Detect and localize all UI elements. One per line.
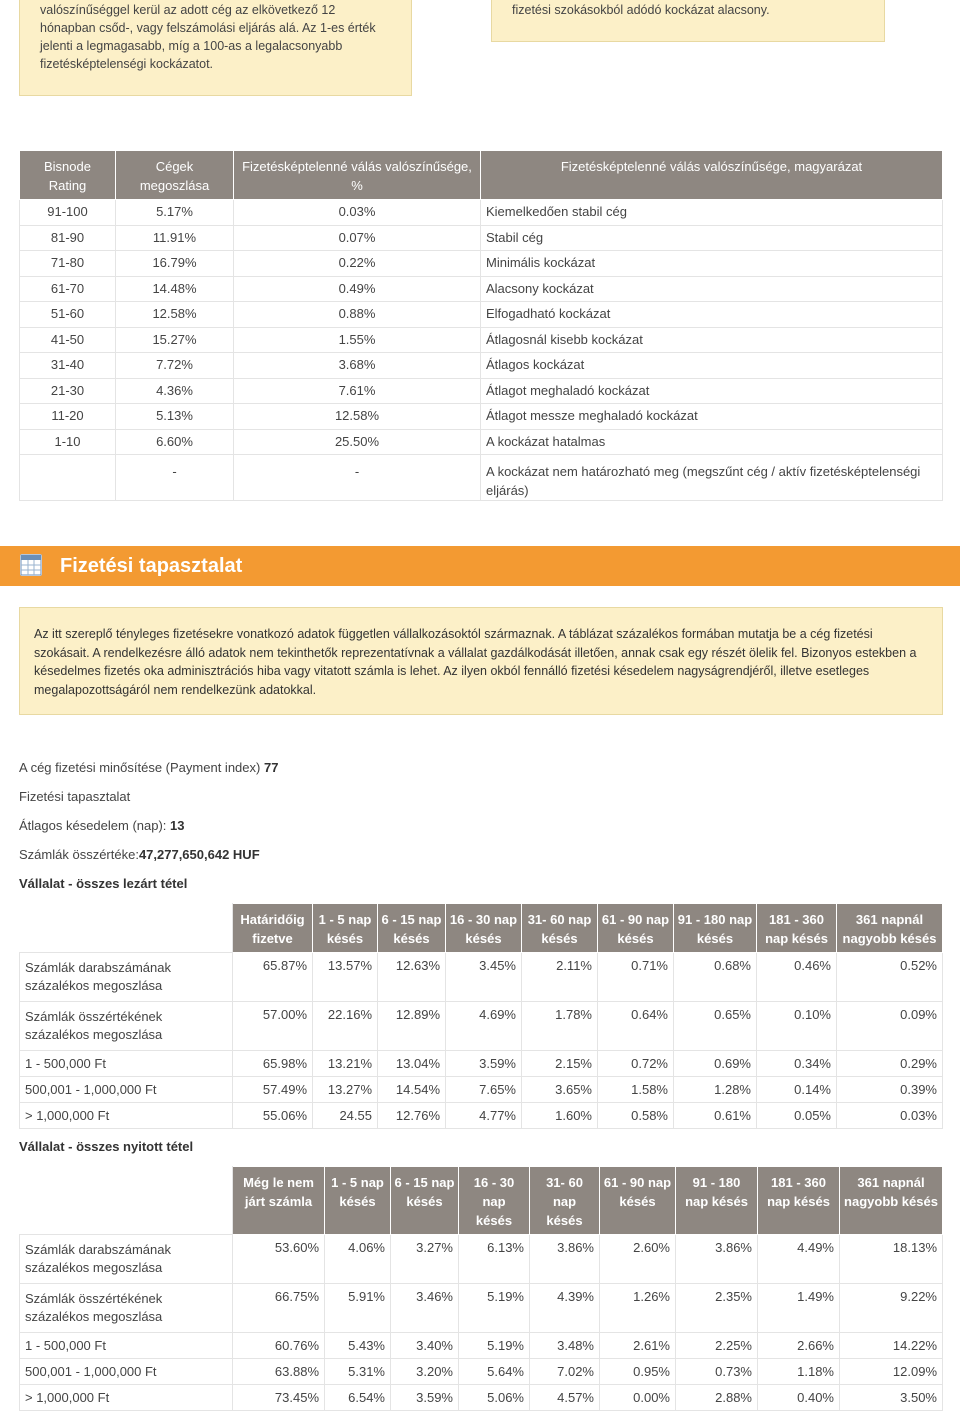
percentage-cell: 13.27% [313, 1077, 378, 1103]
percentage-cell: 1.26% [600, 1284, 676, 1333]
percentage-cell: 0.52% [837, 953, 943, 1002]
rating-range: 71-80 [20, 251, 116, 277]
col-header-delay-bucket [837, 904, 943, 953]
row-label [20, 1077, 233, 1103]
col-header-delay-bucket [233, 1167, 325, 1235]
percentage-cell: 12.89% [378, 1002, 446, 1051]
header-line: késés [546, 1213, 583, 1228]
col-header-delay-bucket [674, 904, 757, 953]
table-row [20, 1359, 943, 1385]
percentage-cell: 3.65% [522, 1077, 598, 1103]
row-label-line: 500,001 - 1,000,000 Ft [25, 1363, 157, 1379]
percentage-cell: 3.86% [676, 1235, 758, 1284]
info-text: Az itt szereplő tényleges fizetésekre vonatkozó adatok független vállalkozásoktól származnak. A táblázat százalékos formában mutatja be a cég fizetési szokásait. A rendelkezésre álló adatok nem tekinthetők reprezentatívnak a vállalat gazdálkodását illetően, annak csak egy részét ölelik fel. Bizonyos estekben a késedelmes fizetés oka adminisztrációs hiba vagy vitatott számla is lehet. Az ilyen okból fennálló fizetési késedelem nagyságrendjéről, illetve esetleges megalapozottságáról nem rendelkezünk adatokkal. [34, 627, 917, 697]
closed-items-title: Vállalat - összes lezárt tétel [19, 876, 188, 891]
payment-risk-note [491, 0, 885, 42]
rating-row [20, 225, 943, 251]
col-header-delay-bucket [598, 904, 674, 953]
percentage-cell: 0.95% [600, 1359, 676, 1385]
col-header-delay-bucket [840, 1167, 943, 1235]
percentage-cell: 57.49% [233, 1077, 313, 1103]
insolvency-probability: 0.03% [234, 200, 481, 226]
header-line: késés [339, 1194, 376, 1209]
percentage-cell: 5.43% [325, 1333, 391, 1359]
row-label-line: Számlák darabszámának [25, 1242, 171, 1257]
header-line: 1 - 5 nap [318, 912, 372, 927]
note-line: valószínűséggel kerül az adott cég az elkövetkező 12 [40, 3, 336, 17]
percentage-cell: 0.68% [674, 953, 757, 1002]
rating-range: 81-90 [20, 225, 116, 251]
note-line: hónapban csőd-, vagy felszámolási eljárás alá. Az 1-es érték [40, 21, 376, 35]
percentage-cell: 5.64% [459, 1359, 530, 1385]
rating-row [20, 251, 943, 277]
payment-index-line [19, 760, 278, 775]
rating-range: 61-70 [20, 276, 116, 302]
row-label [20, 953, 233, 1002]
row-label [20, 1385, 233, 1411]
percentage-cell: 0.05% [757, 1103, 837, 1129]
row-label-line: > 1,000,000 Ft [25, 1389, 110, 1405]
percentage-cell: 65.98% [233, 1051, 313, 1077]
rating-row [20, 429, 943, 455]
percentage-cell: 13.21% [313, 1051, 378, 1077]
percentage-cell: 5.19% [459, 1333, 530, 1359]
header-spacer [20, 1167, 233, 1235]
row-label-line: Számlák darabszámának [25, 960, 171, 975]
insolvency-probability: 0.49% [234, 276, 481, 302]
percentage-cell: 4.77% [446, 1103, 522, 1129]
row-label-line: százalékos megoszlása [25, 1309, 163, 1324]
percentage-cell: 0.46% [757, 953, 837, 1002]
percentage-cell: 4.69% [446, 1002, 522, 1051]
row-label-line: 500,001 - 1,000,000 Ft [25, 1081, 157, 1097]
row-label [20, 1002, 233, 1051]
row-label-line: százalékos megoszlása [25, 978, 163, 993]
percentage-cell: 5.91% [325, 1284, 391, 1333]
col-header-distribution: Cégek megoszlása [116, 151, 234, 200]
percentage-cell: 0.64% [598, 1002, 674, 1051]
risk-explanation: Elfogadható kockázat [481, 302, 943, 328]
header-line: 91 - 180 [692, 1175, 741, 1190]
percentage-cell: 55.06% [233, 1103, 313, 1129]
header-line: 6 - 15 nap [381, 912, 442, 927]
header-line: 181 - 360 [769, 912, 824, 927]
insolvency-probability: 0.88% [234, 302, 481, 328]
rating-range [20, 455, 116, 501]
percentage-cell: 7.65% [446, 1077, 522, 1103]
insolvency-probability: 7.61% [234, 378, 481, 404]
insolvency-probability: 3.68% [234, 353, 481, 379]
row-label-line: Számlák összértékének [25, 1009, 163, 1024]
risk-explanation: A kockázat nem határozható meg (megszűnt cég / aktív fizetésképtelenségi eljárás) [481, 455, 943, 501]
payment-index-value: 77 [263, 760, 279, 775]
insolvency-probability: 1.55% [234, 327, 481, 353]
company-share: 6.60% [116, 429, 234, 455]
percentage-cell: 2.88% [676, 1385, 758, 1411]
rating-row [20, 276, 943, 302]
header-line: 31- 60 nap [527, 912, 592, 927]
header-line: 6 - 15 nap [394, 1175, 455, 1190]
note-line: jelenti a legmagasabb, míg a 100-as a legalacsonyabb [40, 39, 343, 53]
percentage-cell: 2.66% [758, 1333, 840, 1359]
percentage-cell: 0.72% [598, 1051, 674, 1077]
rating-range: 11-20 [20, 404, 116, 430]
risk-explanation: Alacsony kockázat [481, 276, 943, 302]
row-label-line: > 1,000,000 Ft [25, 1107, 110, 1123]
rating-row [20, 378, 943, 404]
percentage-cell: 12.09% [840, 1359, 943, 1385]
risk-explanation: Átlagos kockázat [481, 353, 943, 379]
company-share: - [116, 455, 234, 501]
insolvency-probability: 0.07% [234, 225, 481, 251]
company-share: 15.27% [116, 327, 234, 353]
percentage-cell: 13.04% [378, 1051, 446, 1077]
header-line: késés [619, 1194, 656, 1209]
header-line: késés [406, 1194, 443, 1209]
percentage-cell: 0.40% [758, 1385, 840, 1411]
header-line: 181 - 360 [771, 1175, 826, 1190]
company-share: 14.48% [116, 276, 234, 302]
company-share: 16.79% [116, 251, 234, 277]
percentage-cell: 3.45% [446, 953, 522, 1002]
risk-explanation: Minimális kockázat [481, 251, 943, 277]
percentage-cell: 4.39% [530, 1284, 600, 1333]
row-label [20, 1333, 233, 1359]
open-items-table [19, 1166, 943, 1411]
col-header-delay-bucket [758, 1167, 840, 1235]
closed-table-header [20, 904, 943, 953]
percentage-cell: 0.61% [674, 1103, 757, 1129]
percentage-cell: 3.40% [391, 1333, 459, 1359]
rating-row [20, 404, 943, 430]
row-label-line: százalékos megoszlása [25, 1260, 163, 1275]
percentage-cell: 0.00% [600, 1385, 676, 1411]
header-line: nap késés [685, 1194, 748, 1209]
percentage-cell: 24.55 [313, 1103, 378, 1129]
invoice-total-label: Számlák összértéke: [19, 847, 139, 862]
percentage-cell: 73.45% [233, 1385, 325, 1411]
percentage-cell: 1.49% [758, 1284, 840, 1333]
percentage-cell: 65.87% [233, 953, 313, 1002]
percentage-cell: 3.59% [391, 1385, 459, 1411]
percentage-cell: 0.34% [757, 1051, 837, 1077]
risk-explanation: Kiemelkedően stabil cég [481, 200, 943, 226]
percentage-cell: 14.22% [840, 1333, 943, 1359]
percentage-cell: 14.54% [378, 1077, 446, 1103]
header-line: 91 - 180 nap [677, 912, 753, 927]
insolvency-probability: - [234, 455, 481, 501]
table-row [20, 1103, 943, 1129]
section-header [0, 546, 960, 586]
row-label [20, 1051, 233, 1077]
percentage-cell: 5.31% [325, 1359, 391, 1385]
header-line: 361 napnál [855, 912, 924, 927]
col-header-delay-bucket [522, 904, 598, 953]
header-line: nagyobb késés [842, 931, 937, 946]
col-header-delay-bucket [757, 904, 837, 953]
col-header-delay-bucket [600, 1167, 676, 1235]
header-line: 31- 60 nap [546, 1175, 583, 1209]
header-line: 61 - 90 nap [601, 912, 670, 927]
open-items-title: Vállalat - összes nyitott tétel [19, 1139, 194, 1154]
col-header-delay-bucket [446, 904, 522, 953]
percentage-cell: 0.03% [837, 1103, 943, 1129]
note-line: fizetési szokásokból adódó kockázat alacsony. [512, 3, 770, 17]
rating-row [20, 455, 943, 501]
col-header-delay-bucket [391, 1167, 459, 1235]
open-table-header [20, 1167, 943, 1235]
insolvency-probability: 0.22% [234, 251, 481, 277]
percentage-cell: 3.86% [530, 1235, 600, 1284]
risk-explanation: Átlagot meghaladó kockázat [481, 378, 943, 404]
rating-row [20, 327, 943, 353]
row-label [20, 1284, 233, 1333]
row-label-line: 1 - 500,000 Ft [25, 1055, 106, 1071]
header-line: járt számla [244, 1194, 313, 1209]
header-line: 16 - 30 nap [473, 1175, 515, 1209]
percentage-cell: 3.46% [391, 1284, 459, 1333]
percentage-cell: 18.13% [840, 1235, 943, 1284]
percentage-cell: 0.09% [837, 1002, 943, 1051]
risk-explanation: Átlagosnál kisebb kockázat [481, 327, 943, 353]
header-line: 61 - 90 nap [603, 1175, 672, 1190]
invoice-total-line [19, 847, 260, 862]
rating-range: 91-100 [20, 200, 116, 226]
header-line: késés [617, 931, 654, 946]
percentage-cell: 1.60% [522, 1103, 598, 1129]
percentage-cell: 9.22% [840, 1284, 943, 1333]
insolvency-probability: 25.50% [234, 429, 481, 455]
rating-range: 41-50 [20, 327, 116, 353]
col-header-delay-bucket [233, 904, 313, 953]
col-header-rating: Bisnode Rating [20, 151, 116, 200]
rating-explanation-note [19, 0, 412, 96]
header-line: Még le nem [243, 1175, 314, 1190]
percentage-cell: 5.06% [459, 1385, 530, 1411]
col-header-probability: Fizetésképtelenné válás valószínűsége, % [234, 151, 481, 200]
percentage-cell: 2.35% [676, 1284, 758, 1333]
percentage-cell: 5.19% [459, 1284, 530, 1333]
risk-explanation: Átlagot messze meghaladó kockázat [481, 404, 943, 430]
risk-explanation: A kockázat hatalmas [481, 429, 943, 455]
col-header-delay-bucket [378, 904, 446, 953]
table-row [20, 1235, 943, 1284]
percentage-cell: 2.15% [522, 1051, 598, 1077]
percentage-cell: 2.11% [522, 953, 598, 1002]
percentage-cell: 6.13% [459, 1235, 530, 1284]
header-line: nagyobb késés [844, 1194, 938, 1209]
rating-row [20, 302, 943, 328]
header-line: késés [541, 931, 578, 946]
percentage-cell: 3.27% [391, 1235, 459, 1284]
percentage-cell: 63.88% [233, 1359, 325, 1385]
header-line: késés [326, 931, 364, 946]
percentage-cell: 66.75% [233, 1284, 325, 1333]
table-icon [20, 554, 42, 576]
closed-items-table [19, 903, 943, 1129]
percentage-cell: 1.28% [674, 1077, 757, 1103]
header-line: 16 - 30 nap [449, 912, 518, 927]
col-header-explanation: Fizetésképtelenné válás valószínűsége, magyarázat [481, 151, 943, 200]
percentage-cell: 0.39% [837, 1077, 943, 1103]
row-label [20, 1359, 233, 1385]
row-label-line: Számlák összértékének [25, 1291, 163, 1306]
header-line: Határidőig [240, 912, 305, 927]
risk-explanation: Stabil cég [481, 225, 943, 251]
note-line: fizetésképtelenségi kockázatot. [40, 57, 214, 71]
rating-table-header [20, 151, 943, 200]
rating-range: 51-60 [20, 302, 116, 328]
percentage-cell: 2.25% [676, 1333, 758, 1359]
percentage-cell: 3.48% [530, 1333, 600, 1359]
company-share: 5.17% [116, 200, 234, 226]
percentage-cell: 2.61% [600, 1333, 676, 1359]
payment-info-box [19, 607, 943, 715]
percentage-cell: 0.73% [676, 1359, 758, 1385]
company-share: 12.58% [116, 302, 234, 328]
company-share: 7.72% [116, 353, 234, 379]
percentage-cell: 0.14% [757, 1077, 837, 1103]
table-row [20, 1051, 943, 1077]
percentage-cell: 3.59% [446, 1051, 522, 1077]
header-line: késés [465, 931, 502, 946]
header-line: nap késés [767, 1194, 830, 1209]
row-label [20, 1235, 233, 1284]
percentage-cell: 53.60% [233, 1235, 325, 1284]
row-label-line: százalékos megoszlása [25, 1027, 163, 1042]
percentage-cell: 0.69% [674, 1051, 757, 1077]
header-spacer [20, 904, 233, 953]
table-row [20, 1333, 943, 1359]
percentage-cell: 0.58% [598, 1103, 674, 1129]
rating-row [20, 200, 943, 226]
percentage-cell: 2.60% [600, 1235, 676, 1284]
col-header-delay-bucket [459, 1167, 530, 1235]
table-row [20, 1002, 943, 1051]
percentage-cell: 4.06% [325, 1235, 391, 1284]
percentage-cell: 0.65% [674, 1002, 757, 1051]
average-delay-label: Átlagos késedelem (nap): [19, 818, 167, 833]
percentage-cell: 0.29% [837, 1051, 943, 1077]
percentage-cell: 60.76% [233, 1333, 325, 1359]
col-header-delay-bucket [530, 1167, 600, 1235]
percentage-cell: 57.00% [233, 1002, 313, 1051]
payment-experience-label: Fizetési tapasztalat [19, 789, 131, 804]
header-line: nap késés [765, 931, 828, 946]
rating-range: 21-30 [20, 378, 116, 404]
invoice-total-value: 47,277,650,642 HUF [138, 847, 260, 862]
col-header-delay-bucket [676, 1167, 758, 1235]
rating-range: 1-10 [20, 429, 116, 455]
percentage-cell: 3.20% [391, 1359, 459, 1385]
company-share: 11.91% [116, 225, 234, 251]
header-line: fizetve [252, 931, 293, 946]
row-label-line: 1 - 500,000 Ft [25, 1337, 106, 1353]
header-line: késés [475, 1213, 513, 1228]
table-row [20, 1284, 943, 1333]
percentage-cell: 1.58% [598, 1077, 674, 1103]
percentage-cell: 6.54% [325, 1385, 391, 1411]
rating-row [20, 353, 943, 379]
table-row [20, 1385, 943, 1411]
table-row [20, 953, 943, 1002]
rating-table [19, 150, 943, 501]
percentage-cell: 3.50% [840, 1385, 943, 1411]
percentage-cell: 4.49% [758, 1235, 840, 1284]
col-header-delay-bucket [325, 1167, 391, 1235]
percentage-cell: 4.57% [530, 1385, 600, 1411]
average-delay-value: 13 [170, 818, 185, 833]
section-title: Fizetési tapasztalat [60, 555, 243, 577]
rating-range: 31-40 [20, 353, 116, 379]
percentage-cell: 13.57% [313, 953, 378, 1002]
percentage-cell: 12.76% [378, 1103, 446, 1129]
header-line: késés [393, 931, 430, 946]
percentage-cell: 7.02% [530, 1359, 600, 1385]
payment-index-label: A cég fizetési minősítése (Payment index) [19, 760, 261, 775]
percentage-cell: 0.10% [757, 1002, 837, 1051]
percentage-cell: 0.71% [598, 953, 674, 1002]
insolvency-probability: 12.58% [234, 404, 481, 430]
percentage-cell: 22.16% [313, 1002, 378, 1051]
percentage-cell: 1.18% [758, 1359, 840, 1385]
col-header-delay-bucket [313, 904, 378, 953]
header-line: késés [696, 931, 734, 946]
table-row [20, 1077, 943, 1103]
percentage-cell: 12.63% [378, 953, 446, 1002]
header-line: 361 napnál [857, 1175, 925, 1190]
header-line: 1 - 5 nap [331, 1175, 384, 1190]
percentage-cell: 1.78% [522, 1002, 598, 1051]
company-share: 5.13% [116, 404, 234, 430]
company-share: 4.36% [116, 378, 234, 404]
row-label [20, 1103, 233, 1129]
average-delay-line [19, 818, 185, 833]
